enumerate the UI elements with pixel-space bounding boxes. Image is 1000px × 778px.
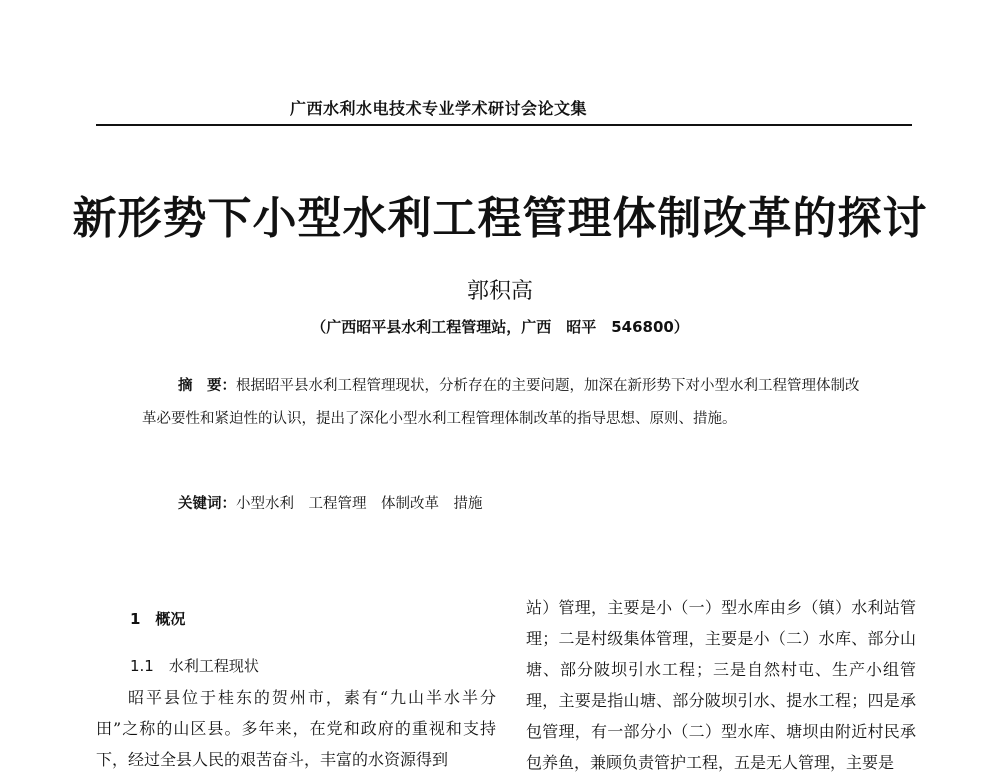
keywords-text: 小型水利 工程管理 体制改革 措施 <box>236 496 483 512</box>
author-affiliation: （广西昭平县水利工程管理站，广西 昭平 546800） <box>311 318 689 336</box>
section-heading: 1 概况 <box>130 610 186 628</box>
keywords-label: 关键词： <box>178 496 236 512</box>
left-column <box>96 608 496 775</box>
keywords <box>178 492 483 513</box>
subsection-heading: 1.1 水利工程现状 <box>130 657 259 675</box>
running-header: 广西水利水电技术专业学术研讨会论文集 <box>290 99 588 118</box>
body-paragraph-right: 站）管理，主要是小（一）型水库由乡（镇）水利站管理；二是村级集体管理，主要是小（二）水库、部分山塘、部分陂坝引水工程；三是自然村屯、生产小组管理，主要是指山塘、部分陂坝引水、提水工程；四是承包管理，有一部分小（二）型水库、塘坝由附近村民承包养鱼，兼顾负责管护工程，五是无人管理，主要是 <box>526 598 916 772</box>
abstract-label: 摘 要： <box>178 378 236 394</box>
body-paragraph-left: 昭平县位于桂东的贺州市，素有“九山半水半分田”之称的山区县。多年来，在党和政府的重视和支持下，经过全县人民的艰苦奋斗，丰富的水资源得到 <box>96 688 496 769</box>
paper-title: 新形势下小型水利工程管理体制改革的探讨 <box>72 193 928 244</box>
right-column <box>526 592 916 778</box>
author-name: 郭积高 <box>466 279 533 304</box>
abstract-text: 根据昭平县水利工程管理现状，分析存在的主要问题，加深在新形势下对小型水利工程管理体制改革必要性和紧迫性的认识，提出了深化小型水利工程管理体制改革的指导思想、原则、措施。 <box>142 378 860 427</box>
abstract <box>142 370 860 436</box>
header-rule <box>96 124 912 126</box>
